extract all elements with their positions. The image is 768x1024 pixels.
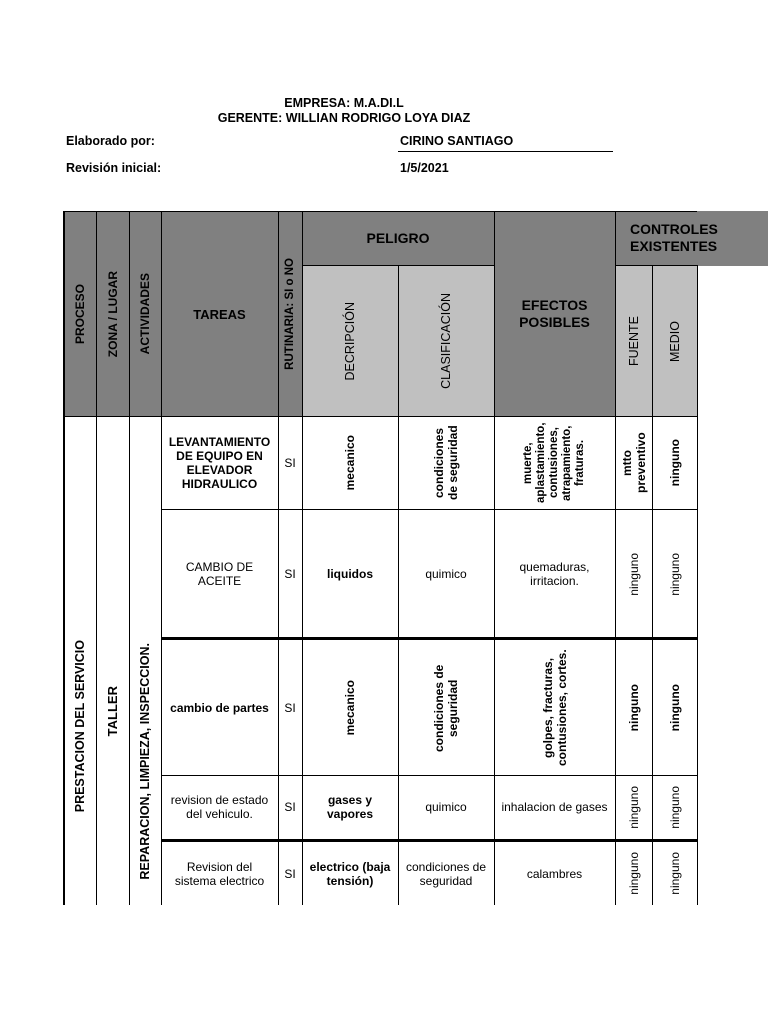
grid-line [302, 211, 303, 905]
header-descripcion: DECRIPCIÓN [343, 301, 357, 381]
row5-medio: ninguno [667, 852, 682, 895]
manager-name: GERENTE: WILLIAN RODRIGO LOYA DIAZ [217, 111, 471, 125]
row4-medio: ninguno [667, 785, 682, 829]
row1-descripcion: mecanico [343, 435, 357, 491]
header-clasificacion: CLASIFICACIÓN [439, 293, 453, 389]
row2-fuente: ninguno [626, 552, 641, 596]
zona-value: TALLER [105, 685, 120, 737]
row5-rutinaria: SI [284, 866, 296, 881]
elaborated-by-underline [398, 151, 613, 152]
elaborated-by-value: CIRINO SANTIAGO [400, 134, 514, 148]
row2-efectos: quemaduras, irritacion. [519, 560, 590, 588]
grid-line [161, 211, 162, 905]
row5-descripcion: electrico (baja tensión) [309, 859, 391, 888]
row5-tarea: Revision del sistema electrico [174, 859, 265, 888]
elaborated-by-label: Elaborado por: [66, 134, 155, 148]
revision-label: Revisión inicial: [66, 161, 162, 175]
row1-tarea: LEVANTAMIENTO DE EQUIPO EN ELEVADOR HIDRAULICO [168, 435, 271, 491]
grid-line [615, 265, 697, 266]
grid-line [398, 265, 399, 905]
row5-clasificacion: condiciones de seguridad [405, 859, 487, 888]
row2-rutinaria: SI [284, 567, 296, 581]
grid-line [129, 211, 130, 905]
actividades-value: REPARACION, LIMPIEZA, INSPECCION. [138, 642, 152, 880]
header-fuente: FUENTE [626, 316, 641, 366]
row3-medio: ninguno [667, 683, 682, 732]
row4-efectos: inhalacion de gases [501, 800, 608, 814]
row5-efectos: calambres [526, 866, 583, 881]
row4-fuente: ninguno [626, 785, 641, 829]
grid-line [161, 637, 697, 640]
grid-line [494, 211, 495, 905]
header-proceso: PROCESO [72, 283, 87, 344]
proceso-value: PRESTACION DEL SERVICIO [72, 639, 87, 813]
row2-medio: ninguno [667, 552, 682, 596]
row3-rutinaria: SI [284, 700, 296, 715]
grid-line [63, 211, 697, 212]
row1-efectos: muerte, aplastamiento, contusiones, atrapamiento, fraturas. [522, 422, 586, 504]
row3-tarea: cambio de partes [170, 700, 269, 715]
header-rutinaria: RUTINARIA: SI o NO [284, 258, 296, 370]
row2-clasificacion: quimico [425, 567, 467, 581]
row2-descripcion: liquidos [327, 567, 373, 581]
header-zona: ZONA / LUGAR [105, 270, 120, 358]
row1-clasificacion: condiciones de seguridad [432, 425, 460, 501]
header-tareas: TAREAS [193, 306, 246, 322]
header-controles: CONTROLES EXISTENTES [630, 221, 718, 254]
revision-value: 1/5/2021 [400, 161, 449, 175]
grid-line [63, 211, 65, 905]
header-medio: MEDIO [667, 320, 682, 362]
row4-rutinaria: SI [284, 800, 296, 814]
row2-tarea: CAMBIO DE ACEITE [185, 560, 254, 588]
company-name: EMPRESA: M.A.DI.L [284, 96, 404, 110]
row1-rutinaria: SI [284, 456, 296, 470]
grid-line [96, 211, 97, 905]
row4-descripcion: gases y vapores [326, 793, 374, 821]
row3-efectos: golpes, fracturas, contusiones, cortes. [540, 649, 569, 766]
row4-tarea: revision de estado del vehiculo. [170, 793, 269, 821]
header-efectos: EFECTOS POSIBLES [519, 297, 590, 330]
grid-line [697, 265, 698, 905]
grid-line [161, 509, 697, 510]
row1-fuente: mtto preventivo [619, 432, 648, 494]
row1-medio: ninguno [667, 439, 682, 487]
row3-descripcion: mecanico [343, 679, 357, 736]
grid-line [652, 265, 653, 905]
grid-line [302, 265, 494, 266]
grid-line [615, 211, 616, 905]
header-actividades: ACTIVIDADES [138, 273, 152, 355]
grid-line [161, 839, 697, 842]
row3-clasificacion: condiciones de seguridad [432, 663, 460, 752]
grid-line [63, 416, 697, 417]
grid-line [278, 211, 279, 905]
grid-line [161, 775, 697, 776]
header-peligro: PELIGRO [366, 230, 430, 246]
row5-fuente: ninguno [626, 852, 641, 895]
row4-clasificacion: quimico [425, 800, 467, 814]
row3-fuente: ninguno [626, 683, 641, 732]
